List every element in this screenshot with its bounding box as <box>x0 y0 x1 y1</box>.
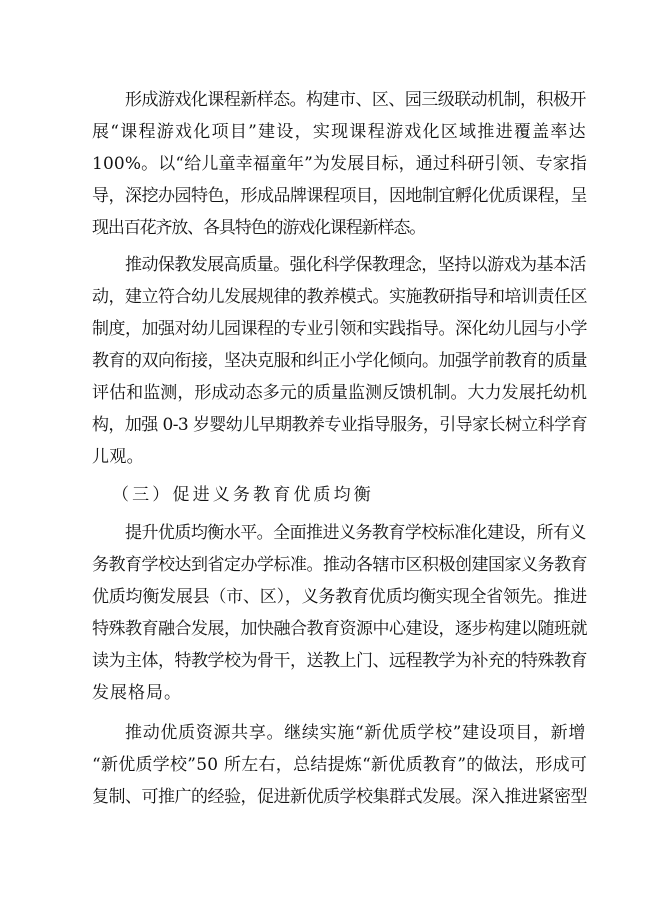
paragraph-line <box>0 582 650 612</box>
paragraph-line <box>0 250 650 280</box>
paragraph-line <box>0 314 650 344</box>
paragraph-line <box>0 614 650 644</box>
paragraph-line <box>0 149 650 179</box>
line-text: 提升优质均衡水平。全面推进义务教育学校标准化建设，所有义 <box>125 523 586 543</box>
line-text: 教育的双向衔接，坚决克服和纠正小学化倾向。加强学前教育的质量 <box>92 351 587 371</box>
line-text: “新优质学校”50 所左右，总结提炼“新优质教育”的做法，形成可 <box>92 755 588 775</box>
line-text: 发展格局。 <box>92 683 182 703</box>
paragraph-line <box>0 117 650 147</box>
line-text: 现出百花齐放、各具特色的游戏化课程新样态。 <box>92 218 426 238</box>
paragraph-line <box>0 646 650 676</box>
paragraph-line <box>0 678 650 708</box>
paragraph-line <box>0 346 650 376</box>
paragraph-line <box>0 213 650 243</box>
line-text: 展“课程游戏化项目”建设，实现课程游戏化区域推进覆盖率达 <box>92 122 587 142</box>
paragraph-line <box>0 282 650 312</box>
line-text: 复制、可推广的经验，促进新优质学校集群式发展。深入推进紧密型 <box>92 787 587 807</box>
paragraph-line <box>0 518 650 548</box>
paragraph-line <box>0 550 650 580</box>
line-text: 优质均衡发展县（市、区），义务教育优质均衡实现全省领先。推进 <box>92 587 587 607</box>
paragraph-line <box>0 410 650 440</box>
line-text: 务教育学校达到省定办学标准。推动各辖市区积极创建国家义务教育 <box>92 555 587 575</box>
line-text: 100%。以“给儿童幸福童年”为发展目标，通过科研引领、专家指 <box>92 154 588 174</box>
paragraph-line <box>0 718 650 748</box>
line-text: 导，深挖办园特色，形成品牌课程项目，因地制宜孵化优质课程，呈 <box>92 186 587 206</box>
line-text: 儿观。 <box>92 447 144 467</box>
paragraph-line <box>0 782 650 812</box>
line-text: 推动优质资源共享。继续实施“新优质学校”建设项目，新增 <box>125 723 587 743</box>
line-text: 动，建立符合幼儿发展规律的教养模式。实施教研指导和培训责任区 <box>92 287 587 307</box>
paragraph-line <box>0 85 650 115</box>
line-text: 特殊教育融合发展，加快融合教育资源中心建设，逐步构建以随班就 <box>92 619 587 639</box>
line-text: 推动保教发展高质量。强化科学保教理念，坚持以游戏为基本活 <box>125 255 586 275</box>
line-text: 制度，加强对幼儿园课程的专业引领和实践指导。深化幼儿园与小学 <box>92 319 587 339</box>
paragraph-line <box>0 378 650 408</box>
line-text: 读为主体，特教学校为骨干，送教上门、远程教学为补充的特殊教育 <box>92 651 587 671</box>
line-text: 构，加强 0-3 岁婴幼儿早期教养专业指导服务，引导家长树立科学育 <box>92 415 588 435</box>
paragraph-line <box>0 750 650 780</box>
section-heading-text: （三）促进义务教育优质均衡 <box>112 485 374 505</box>
section-heading <box>0 480 650 510</box>
line-text: 评估和监测，形成动态多元的质量监测反馈机制。大力发展托幼机 <box>92 383 588 403</box>
paragraph-line <box>0 442 650 472</box>
line-text: 形成游戏化课程新样态。构建市、区、园三级联动机制，积极开 <box>125 90 586 110</box>
paragraph-line <box>0 181 650 211</box>
